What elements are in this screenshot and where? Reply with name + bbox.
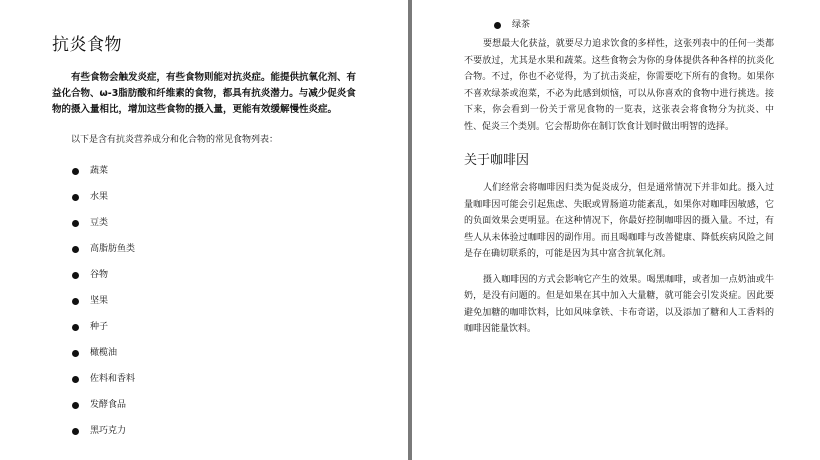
list-item-label: 高脂肪鱼类 (90, 244, 136, 254)
food-list (52, 158, 364, 444)
right-page (412, 0, 820, 460)
bullet-icon (72, 428, 79, 435)
list-item (72, 262, 364, 288)
list-item-label: 蔬菜 (90, 166, 109, 176)
list-item (72, 366, 364, 392)
list-item-label: 水果 (90, 192, 109, 202)
bullet-icon (72, 246, 79, 253)
bullet-icon (72, 324, 79, 331)
list-item-label: 黑巧克力 (90, 426, 127, 436)
bullet-icon (72, 272, 79, 279)
list-item-label: 佐料和香料 (90, 374, 136, 384)
list-item (72, 340, 364, 366)
bullet-icon (72, 298, 79, 305)
list-item (494, 16, 774, 34)
body-paragraph: 摄入咖啡因的方式会影响它产生的效果。喝黑咖啡，或者加一点奶油或牛奶，是没有问题的。但是如果在其中加入大量糖，就可能会引发炎症。因此要避免加糖的咖啡饮料，比如风味拿铁、卡布奇诺，以及添加了糖和人工香料的咖啡因能量饮料。 (464, 274, 774, 334)
list-item (72, 392, 364, 418)
intro-paragraph: 有些食物会触发炎症，有些食物则能对抗炎症。能提供抗氧化剂、有益化合物、ω-3脂肪酸和纤维素的食物，都具有抗炎潜力。与减少促炎食物的摄入量相比，增加这些食物的摄入量，更能有效缓解慢性炎症。 (52, 72, 357, 115)
bullet-icon (72, 194, 79, 201)
list-item (72, 184, 364, 210)
body-paragraph: 要想最大化获益，就要尽力追求饮食的多样性，这张列表中的任何一类都不要放过，尤其是水果和蔬菜。这些食物会为你的身体提供各种各样的抗炎化合物。不过，你也不必觉得，为了抗击炎症，你需要吃下所有的食物。如果你不喜欢绿茶或泡菜，不必为此感到烦恼，可以从你喜欢的食物中进行挑选。接下来，你会看到一份关于常见食物的一览表，这张表会将食物分为抗炎、中性、促炎三个类别。它会帮助你在制订饮食计划时做出明智的选择。 (464, 39, 774, 132)
list-item-label: 橄榄油 (90, 348, 118, 358)
list-item-label: 谷物 (90, 270, 109, 280)
list-item-label: 绿茶 (512, 20, 531, 30)
left-page (0, 0, 408, 460)
list-item-label: 发酵食品 (90, 400, 127, 410)
list-item (72, 158, 364, 184)
list-item (72, 210, 364, 236)
bullet-icon (494, 22, 501, 29)
list-item (72, 314, 364, 340)
page-title: 抗炎食物 (52, 35, 122, 55)
body-paragraph: 人们经常会将咖啡因归类为促炎成分，但是通常情况下并非如此。摄入过量咖啡因可能会引起焦虑、失眠或胃肠道功能紊乱，如果你对咖啡因敏感，它的负面效果会更明显。在这种情况下，你最好控制咖啡因的摄入量。不过，有些人从未体验过咖啡因的副作用。而且喝咖啡与改善健康、降低疾病风险之间是存在确切联系的，可能是因为其中富含抗氧化剂。 (464, 183, 774, 259)
food-list-continued (464, 16, 774, 34)
list-item-label: 种子 (90, 322, 109, 332)
list-item (72, 418, 364, 444)
list-item-label: 坚果 (90, 296, 109, 306)
list-item-label: 豆类 (90, 218, 109, 228)
bullet-icon (72, 168, 79, 175)
list-intro: 以下是含有抗炎营养成分和化合物的常见食物列表： (71, 135, 279, 145)
list-item (72, 288, 364, 314)
bullet-icon (72, 402, 79, 409)
bullet-icon (72, 220, 79, 227)
bullet-icon (72, 350, 79, 357)
list-item (72, 236, 364, 262)
bullet-icon (72, 376, 79, 383)
section-heading: 关于咖啡因 (464, 153, 530, 168)
